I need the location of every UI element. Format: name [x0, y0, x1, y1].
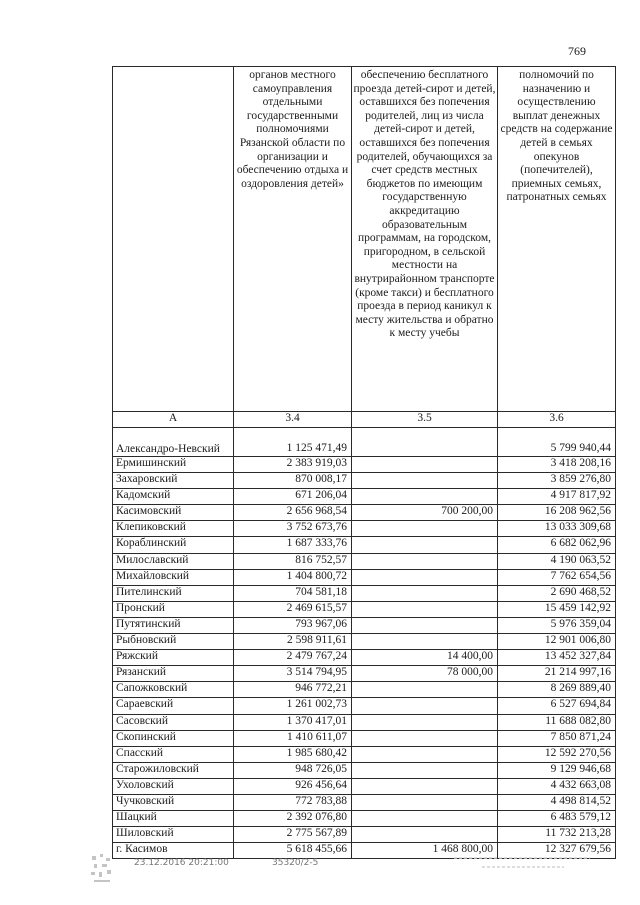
table-row — [113, 811, 616, 827]
value-3-5-cell — [352, 714, 498, 730]
value-3-5-cell — [352, 634, 498, 650]
table-row — [113, 601, 616, 617]
index-cell: 3.6 — [498, 412, 616, 428]
value-3-4-cell: 1 125 471,49 — [234, 428, 352, 457]
value-3-6-cell: 11 732 213,28 — [498, 827, 616, 843]
qr-stamp-mark — [88, 852, 116, 886]
value-3-4-cell: 2 392 076,80 — [234, 811, 352, 827]
table-row — [113, 794, 616, 810]
value-3-6-cell: 4 190 063,52 — [498, 553, 616, 569]
value-3-5-cell: 1 468 800,00 — [352, 843, 498, 859]
header-col-3: обеспечению бесплатного проезда детей-сирот и детей, оставшихся без попечения родителей, лиц из числа детей-сирот и детей, оставшихся без попечения родителей, обучающихся за счет средств местных бюджетов по имеющим государственную аккредитацию образовательным программам, на городском, пригородном, в сельской местности на внутрирайонном транспорте (кроме такси) и бесплатного проезда в период каникул к месту жительства и обратно к месту учебы — [352, 67, 498, 412]
value-3-5-cell — [352, 698, 498, 714]
value-3-5-cell — [352, 811, 498, 827]
value-3-4-cell: 1 370 417,01 — [234, 714, 352, 730]
value-3-4-cell: 1 687 333,76 — [234, 537, 352, 553]
district-name-cell: Захаровский — [113, 473, 234, 489]
value-3-4-cell: 1 404 800,72 — [234, 569, 352, 585]
value-3-5-cell — [352, 489, 498, 505]
value-3-6-cell: 16 208 962,56 — [498, 505, 616, 521]
value-3-4-cell: 926 456,64 — [234, 778, 352, 794]
value-3-6-cell: 5 976 359,04 — [498, 617, 616, 633]
value-3-4-cell: 5 618 455,66 — [234, 843, 352, 859]
district-name-cell: Александро-Невский — [113, 428, 234, 457]
value-3-4-cell: 948 726,05 — [234, 762, 352, 778]
value-3-5-cell — [352, 746, 498, 762]
value-3-4-cell: 816 752,57 — [234, 553, 352, 569]
value-3-4-cell: 1 261 002,73 — [234, 698, 352, 714]
table-row — [113, 682, 616, 698]
district-name-cell: Кадомский — [113, 489, 234, 505]
value-3-6-cell: 4 917 817,92 — [498, 489, 616, 505]
value-3-5-cell — [352, 682, 498, 698]
table-row — [113, 666, 616, 682]
value-3-4-cell: 3 752 673,76 — [234, 521, 352, 537]
district-name-cell: г. Касимов — [113, 843, 234, 859]
district-name-cell: Старожиловский — [113, 762, 234, 778]
district-name-cell: Шиловский — [113, 827, 234, 843]
value-3-5-cell — [352, 601, 498, 617]
table-row — [113, 714, 616, 730]
index-cell: 3.4 — [234, 412, 352, 428]
value-3-6-cell: 3 418 208,16 — [498, 457, 616, 473]
value-3-5-cell — [352, 569, 498, 585]
value-3-4-cell: 946 772,21 — [234, 682, 352, 698]
district-name-cell: Ухоловский — [113, 778, 234, 794]
district-name-cell: Касимовский — [113, 505, 234, 521]
value-3-6-cell: 13 033 309,68 — [498, 521, 616, 537]
table-row — [113, 553, 616, 569]
table-row — [113, 585, 616, 601]
district-name-cell: Чучковский — [113, 794, 234, 810]
district-name-cell: Сараевский — [113, 698, 234, 714]
value-3-4-cell: 2 479 767,24 — [234, 650, 352, 666]
table-row — [113, 698, 616, 714]
table-row — [113, 827, 616, 843]
district-name-cell: Спасский — [113, 746, 234, 762]
value-3-4-cell: 704 581,18 — [234, 585, 352, 601]
value-3-5-cell — [352, 617, 498, 633]
value-3-4-cell: 870 008,17 — [234, 473, 352, 489]
district-name-cell: Кораблинский — [113, 537, 234, 553]
value-3-4-cell: 2 775 567,89 — [234, 827, 352, 843]
district-name-cell: Милославский — [113, 553, 234, 569]
value-3-4-cell: 2 383 919,03 — [234, 457, 352, 473]
value-3-5-cell — [352, 794, 498, 810]
table-row — [113, 778, 616, 794]
table-row — [113, 617, 616, 633]
table-row — [113, 730, 616, 746]
value-3-5-cell: 14 400,00 — [352, 650, 498, 666]
value-3-6-cell: 13 452 327,84 — [498, 650, 616, 666]
faint-registration-stamp — [452, 852, 592, 874]
value-3-4-cell: 2 469 615,57 — [234, 601, 352, 617]
value-3-4-cell: 2 598 911,61 — [234, 634, 352, 650]
table-row — [113, 537, 616, 553]
value-3-4-cell: 772 783,88 — [234, 794, 352, 810]
value-3-6-cell: 6 682 062,96 — [498, 537, 616, 553]
district-name-cell: Михайловский — [113, 569, 234, 585]
page-number: 769 — [568, 44, 586, 58]
value-3-4-cell: 1 985 680,42 — [234, 746, 352, 762]
district-name-cell: Сасовский — [113, 714, 234, 730]
district-name-cell: Рыбновский — [113, 634, 234, 650]
value-3-4-cell: 1 410 611,07 — [234, 730, 352, 746]
district-name-cell: Сапожковский — [113, 682, 234, 698]
district-name-cell: Пронский — [113, 601, 234, 617]
table-row — [113, 746, 616, 762]
district-name-cell: Ермишинский — [113, 457, 234, 473]
value-3-5-cell: 78 000,00 — [352, 666, 498, 682]
value-3-6-cell: 12 592 270,56 — [498, 746, 616, 762]
district-name-cell: Рязанский — [113, 666, 234, 682]
value-3-6-cell: 2 690 468,52 — [498, 585, 616, 601]
value-3-6-cell: 9 129 946,68 — [498, 762, 616, 778]
district-name-cell: Клепиковский — [113, 521, 234, 537]
value-3-6-cell: 5 799 940,44 — [498, 428, 616, 457]
value-3-5-cell — [352, 553, 498, 569]
value-3-6-cell: 7 762 654,56 — [498, 569, 616, 585]
table-row — [113, 428, 616, 457]
table-row — [113, 489, 616, 505]
value-3-6-cell: 11 688 082,80 — [498, 714, 616, 730]
district-name-cell: Путятинский — [113, 617, 234, 633]
column-index-row — [113, 412, 616, 428]
value-3-4-cell: 671 206,04 — [234, 489, 352, 505]
index-cell: А — [113, 412, 234, 428]
table-row — [113, 505, 616, 521]
value-3-5-cell — [352, 428, 498, 457]
value-3-6-cell: 4 498 814,52 — [498, 794, 616, 810]
value-3-6-cell: 6 527 694,84 — [498, 698, 616, 714]
header-col-1 — [113, 67, 234, 412]
value-3-5-cell: 700 200,00 — [352, 505, 498, 521]
district-name-cell: Пителинский — [113, 585, 234, 601]
value-3-5-cell — [352, 585, 498, 601]
header-col-2: органов местного самоуправления отдельными государственными полномочиями Рязанской области по организации и обеспечению отдыха и оздоровления детей» — [234, 67, 352, 412]
district-name-cell: Ряжский — [113, 650, 234, 666]
value-3-6-cell: 6 483 579,12 — [498, 811, 616, 827]
table-row — [113, 650, 616, 666]
value-3-6-cell: 12 901 006,80 — [498, 634, 616, 650]
footer-doc-code: 35320/2-5 — [272, 858, 319, 868]
value-3-5-cell — [352, 827, 498, 843]
value-3-6-cell: 4 432 663,08 — [498, 778, 616, 794]
table-row — [113, 569, 616, 585]
value-3-4-cell: 3 514 794,95 — [234, 666, 352, 682]
value-3-5-cell — [352, 521, 498, 537]
value-3-5-cell — [352, 762, 498, 778]
table-row — [113, 521, 616, 537]
table-row — [113, 762, 616, 778]
value-3-5-cell — [352, 778, 498, 794]
subventions-table — [112, 66, 616, 859]
footer-timestamp: 23.12.2016 20:21:00 — [134, 858, 229, 868]
value-3-6-cell: 3 859 276,80 — [498, 473, 616, 489]
value-3-6-cell: 7 850 871,24 — [498, 730, 616, 746]
table-row — [113, 457, 616, 473]
value-3-6-cell: 12 327 679,56 — [498, 843, 616, 859]
table-row — [113, 473, 616, 489]
district-name-cell: Шацкий — [113, 811, 234, 827]
value-3-6-cell: 21 214 997,16 — [498, 666, 616, 682]
index-cell: 3.5 — [352, 412, 498, 428]
header-row — [113, 67, 616, 412]
value-3-6-cell: 8 269 889,40 — [498, 682, 616, 698]
value-3-5-cell — [352, 730, 498, 746]
value-3-5-cell — [352, 457, 498, 473]
header-col-4: полномочий по назначению и осуществлению выплат денежных средств на содержание детей в семьях опекунов (попечителей), приемных семьях, патронатных семьях — [498, 67, 616, 412]
value-3-5-cell — [352, 473, 498, 489]
value-3-4-cell: 2 656 968,54 — [234, 505, 352, 521]
table-row — [113, 634, 616, 650]
value-3-4-cell: 793 967,06 — [234, 617, 352, 633]
value-3-6-cell: 15 459 142,92 — [498, 601, 616, 617]
value-3-5-cell — [352, 537, 498, 553]
district-name-cell: Скопинский — [113, 730, 234, 746]
